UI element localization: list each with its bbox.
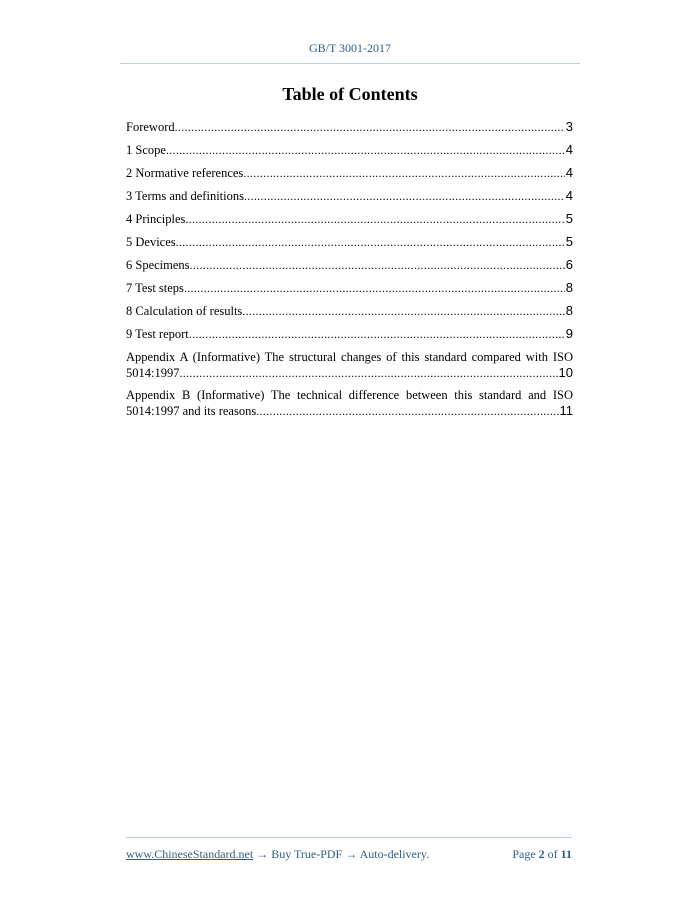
toc-entry-label: 4 Principles — [126, 212, 186, 226]
toc-entry-page: 4 — [565, 142, 573, 157]
page-word: Page — [512, 847, 536, 861]
toc-entry-label: 2 Normative references — [126, 166, 244, 180]
toc-entry-page: 6 — [565, 257, 573, 272]
toc-entry-label: 7 Test steps — [126, 281, 184, 295]
toc-entry-appendix-b[interactable] — [126, 387, 573, 419]
toc-entry-devices[interactable] — [126, 234, 573, 257]
table-of-contents — [126, 119, 573, 425]
page-footer — [126, 847, 572, 862]
toc-entry-test-steps[interactable] — [126, 280, 573, 303]
toc-leader-dots — [244, 189, 565, 204]
website-link[interactable]: www.ChineseStandard.net — [126, 847, 254, 861]
toc-entry-label: 1 Scope — [126, 143, 166, 157]
toc-leader-dots — [242, 304, 564, 319]
total-page-number: 11 — [560, 847, 572, 861]
footer-promo — [126, 847, 429, 862]
page-title: Table of Contents — [282, 84, 418, 104]
toc-entry-label-continued: 5014:1997 and its reasons — [126, 404, 257, 418]
toc-entry-label: 5 Devices — [126, 235, 176, 249]
toc-entry-foreword[interactable] — [126, 119, 573, 142]
footer-promo-text: → Buy True-PDF → Auto-delivery. — [253, 847, 430, 861]
toc-entry-label: 9 Test report — [126, 327, 189, 341]
toc-leader-dots — [243, 166, 564, 181]
toc-entry-label: Appendix A (Informative) The structural changes of this standard compared with ISO — [126, 350, 573, 364]
toc-entry-scope[interactable] — [126, 142, 573, 165]
toc-entry-normative-references[interactable] — [126, 165, 573, 188]
toc-leader-dots — [166, 143, 565, 158]
toc-entry-page: 8 — [565, 303, 573, 318]
toc-entry-page: 11 — [559, 403, 573, 418]
toc-entry-label: 3 Terms and definitions — [126, 189, 244, 203]
toc-entry-label: 8 Calculation of results — [126, 304, 243, 318]
document-code-header: GB/T 3001-2017 — [308, 41, 392, 55]
toc-leader-dots — [190, 258, 565, 273]
toc-entry-appendix-a[interactable] — [126, 349, 573, 381]
footer-divider — [126, 837, 572, 838]
toc-leader-dots — [175, 120, 565, 135]
toc-leader-dots — [184, 281, 565, 296]
toc-entry-page: 3 — [565, 119, 573, 134]
toc-entry-label: Foreword — [126, 120, 175, 134]
toc-entry-page: 5 — [565, 234, 573, 249]
toc-entry-page: 8 — [565, 280, 573, 295]
toc-entry-calculation-of-results[interactable] — [126, 303, 573, 326]
toc-leader-dots — [185, 212, 564, 227]
toc-entry-page: 9 — [565, 326, 573, 341]
toc-entry-page: 10 — [558, 365, 573, 380]
toc-entry-label-continued: 5014:1997 — [126, 366, 180, 380]
toc-entry-principles[interactable] — [126, 211, 573, 234]
toc-entry-page: 4 — [565, 188, 573, 203]
toc-entry-test-report[interactable] — [126, 326, 573, 349]
toc-entry-specimens[interactable] — [126, 257, 573, 280]
toc-entry-label: Appendix B (Informative) The technical difference between this standard and ISO — [126, 388, 573, 402]
toc-entry-page: 5 — [565, 211, 573, 226]
toc-entry-terms-and-definitions[interactable] — [126, 188, 573, 211]
toc-leader-dots — [179, 365, 557, 381]
toc-leader-dots — [256, 403, 558, 419]
page-indicator — [512, 847, 572, 862]
of-word: of — [547, 847, 558, 861]
header-divider — [120, 63, 580, 64]
toc-leader-dots — [176, 235, 565, 250]
toc-entry-page: 4 — [565, 165, 573, 180]
toc-leader-dots — [189, 327, 565, 342]
current-page-number: 2 — [538, 847, 545, 861]
toc-entry-label: 6 Specimens — [126, 258, 190, 272]
